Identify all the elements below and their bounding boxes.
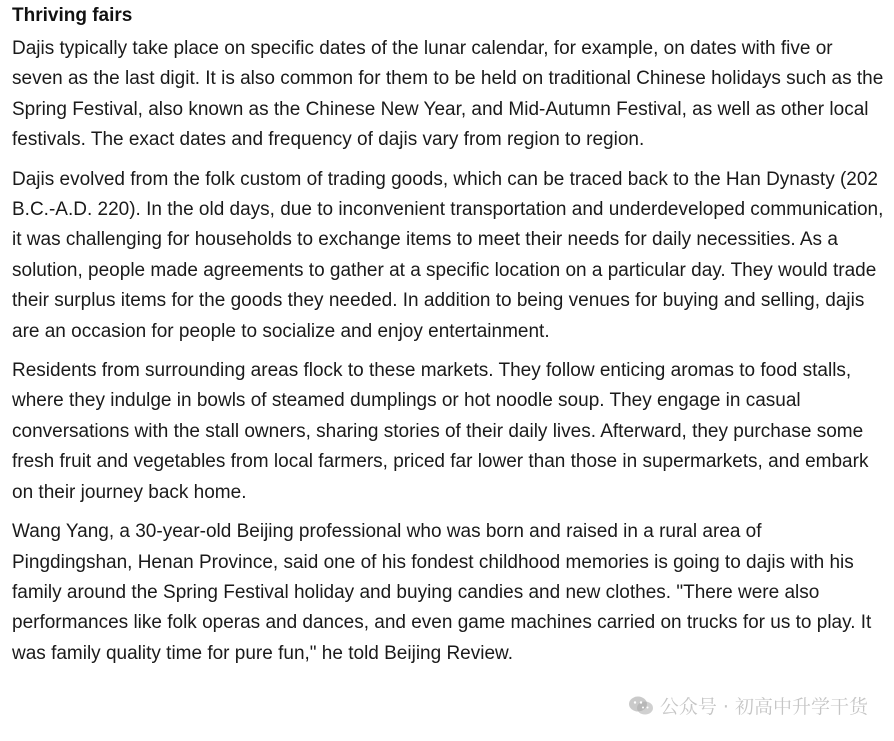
article-paragraph-4: Wang Yang, a 30-year-old Beijing professional who was born and raised in a rural area of Pingdingshan, Henan Province, said one of his fondest childhood memories is going to dajis with his family around the Spring Festival holiday and buying candies and new clothes. "There were also performances like folk operas and dances, and even game machines carried on trucks for us to play. It was family quality time for pure fun," he told Beijing Review. [12,521,872,664]
article-paragraph-3: Residents from surrounding areas flock to these markets. They follow enticing aromas to food stalls, where they indulge in bowls of steamed dumplings or hot noodle soup. They engage in casual conversations with the stall owners, sharing stories of their daily lives. Afterward, they purchase some fresh fruit and vegetables from local farmers, priced far lower than those in supermarkets, and embark on their journey back home. [12,360,869,503]
article-paragraph-1: Dajis typically take place on specific dates of the lunar calendar, for example, on dates with five or seven as the last digit. It is also common for them to be held on traditional Chinese holidays such as the Spring Festival, also known as the Chinese New Year, and Mid-Autumn Festival, as well as other local festivals. The exact dates and frequency of dajis vary from region to region. [12,38,884,151]
article-heading: Thriving fairs [12,5,133,26]
article-paragraph-2: Dajis evolved from the folk custom of trading goods, which can be traced back to the Han Dynasty (202 B.C.-A.D. 220). In the old days, due to inconvenient transportation and underdeveloped communication, it was challenging for households to exchange items to meet their needs for daily necessities. As a solution, people made agreements to gather at a specific location on a particular day. They would trade their surplus items for the goods they needed. In addition to being venues for buying and selling, dajis are an occasion for people to socialize and enjoy entertainment. [12,168,884,342]
watermark-text: 公众号 · 初高中升学干货 [659,696,868,718]
